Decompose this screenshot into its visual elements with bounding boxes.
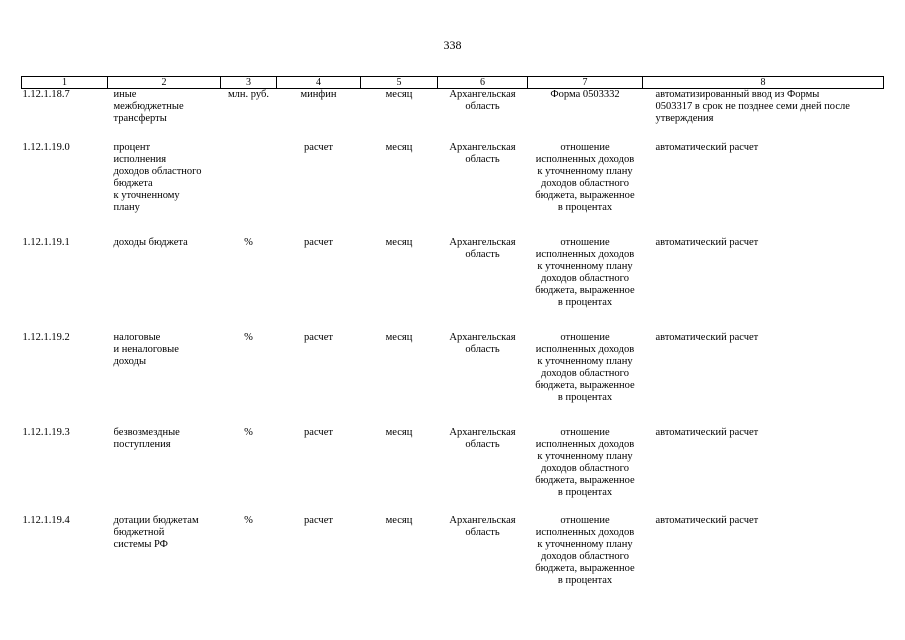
cell-method: отношение исполненных доходов к уточненному плану доходов областного бюджета, выраженное в процентах	[535, 141, 635, 213]
cell-method: отношение исполненных доходов к уточненному плану доходов областного бюджета, выраженное в процентах	[535, 514, 635, 586]
page-number: 338	[443, 38, 462, 52]
cell-code: 1.12.1.19.3	[22, 426, 70, 438]
cell-note: автоматический расчет	[655, 141, 759, 153]
cell-period: месяц	[385, 426, 413, 438]
column-number-header	[22, 77, 884, 89]
cell-note: автоматический расчет	[655, 331, 759, 343]
cell-unit: млн. руб.	[228, 89, 269, 100]
cell-note: автоматизированный ввод из Формы 0503317 в срок не позднее семи дней после утверждения	[655, 89, 850, 124]
cell-territory: Архангельская область	[449, 514, 516, 538]
header-col-7: 7	[528, 77, 643, 89]
cell-unit: %	[244, 331, 253, 343]
header-col-3: 3	[221, 77, 277, 89]
table-row	[22, 89, 884, 142]
header-col-5: 5	[361, 77, 438, 89]
cell-name: иные межбюджетные трансферты	[113, 89, 184, 124]
cell-period: месяц	[385, 514, 413, 526]
cell-name: налоговые и неналоговые доходы	[113, 331, 179, 367]
cell-name: безвозмездные поступления	[113, 426, 180, 450]
table-row	[22, 237, 884, 332]
header-col-8: 8	[643, 77, 884, 89]
cell-code: 1.12.1.18.7	[22, 89, 70, 100]
cell-period: месяц	[385, 89, 413, 100]
cell-method: отношение исполненных доходов к уточненному плану доходов областного бюджета, выраженное в процентах	[535, 331, 635, 403]
table-row	[22, 427, 884, 515]
cell-source: расчет	[304, 141, 333, 153]
cell-name: дотации бюджетам бюджетной системы РФ	[113, 514, 199, 550]
cell-name: доходы бюджета	[113, 236, 188, 248]
cell-territory: Архангельская область	[449, 331, 516, 355]
cell-source: расчет	[304, 331, 333, 343]
table-row	[22, 515, 884, 595]
cell-note: автоматический расчет	[655, 426, 759, 438]
header-col-6: 6	[438, 77, 528, 89]
cell-method: Форма 0503332	[550, 89, 620, 100]
header-col-4: 4	[277, 77, 361, 89]
cell-period: месяц	[385, 236, 413, 248]
table-row	[22, 142, 884, 237]
cell-method: отношение исполненных доходов к уточненному плану доходов областного бюджета, выраженное в процентах	[535, 236, 635, 308]
cell-unit: %	[244, 426, 253, 438]
cell-territory: Архангельская область	[449, 426, 516, 450]
cell-source: расчет	[304, 514, 333, 526]
cell-code: 1.12.1.19.0	[22, 141, 70, 153]
cell-name: процент исполнения доходов областного бюджета к уточненному плану	[113, 141, 202, 213]
table-row	[22, 332, 884, 427]
cell-source: расчет	[304, 236, 333, 248]
cell-territory: Архангельская область	[449, 141, 516, 165]
header-col-1: 1	[22, 77, 108, 89]
cell-period: месяц	[385, 141, 413, 153]
cell-source: расчет	[304, 426, 333, 438]
cell-unit	[221, 142, 277, 237]
cell-unit: %	[244, 514, 253, 526]
cell-note: автоматический расчет	[655, 514, 759, 526]
cell-territory: Архангельская область	[449, 236, 516, 260]
cell-method: отношение исполненных доходов к уточненному плану доходов областного бюджета, выраженное в процентах	[535, 426, 635, 498]
indicator-table	[21, 76, 884, 595]
cell-code: 1.12.1.19.4	[22, 514, 70, 526]
cell-source: минфин	[300, 89, 337, 100]
cell-code: 1.12.1.19.2	[22, 331, 70, 343]
cell-unit: %	[244, 236, 253, 248]
cell-note: автоматический расчет	[655, 236, 759, 248]
cell-period: месяц	[385, 331, 413, 343]
header-col-2: 2	[108, 77, 221, 89]
cell-territory: Архангельская область	[449, 89, 516, 112]
cell-code: 1.12.1.19.1	[22, 236, 70, 248]
